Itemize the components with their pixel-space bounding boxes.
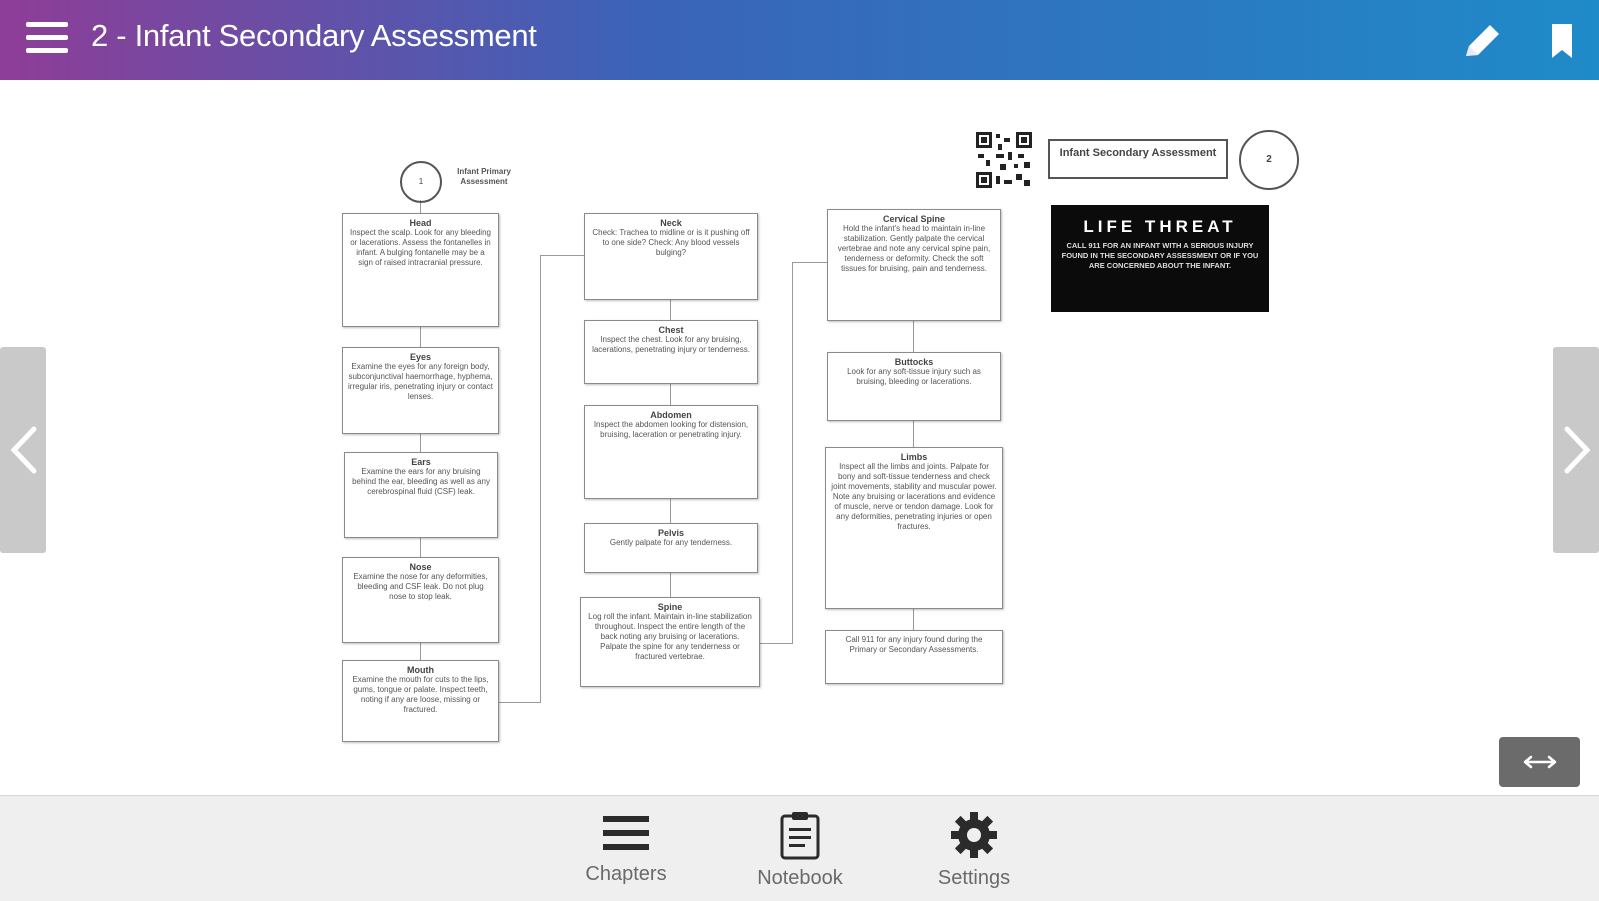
start-step-circle: 1 <box>400 161 442 203</box>
life-threat-text: CALL 911 FOR AN INFANT WITH A SERIOUS INJURY FOUND IN THE SECONDARY ASSESSMENT OR IF YOU ARE CONCERNED ABOUT THE INFANT. <box>1061 241 1259 270</box>
tab-notebook[interactable] <box>730 796 870 901</box>
step-head: Head Inspect the scalp. Look for any bleeding or lacerations. Assess the fontanelles in infant. A bulging fontanelle may be a sign of raised intracranial pressure. <box>342 213 499 327</box>
chevron-left-icon <box>6 425 40 475</box>
step-spine: Spine Log roll the infant. Maintain in-line stabilization throughout. Inspect the entire length of the back noting any bruising or lacerations. Palpate the spine for any tenderness or fractured vertebrae. <box>580 597 760 687</box>
previous-page-button[interactable] <box>0 347 46 553</box>
life-threat-title: LIFE THREAT <box>1083 217 1237 236</box>
gear-icon <box>949 810 999 860</box>
step-nose: Nose Examine the nose for any deformities, bleeding and CSF leak. Do not plug nose to stop leak. <box>342 557 499 643</box>
start-step-label: Infant Primary Assessment <box>457 167 511 186</box>
step-neck: Neck Check: Trachea to midline or is it pushing off to one side? Check: Any blood vessels bulging? <box>584 213 758 300</box>
fit-width-button[interactable] <box>1499 737 1580 787</box>
step-limbs: Limbs Inspect all the limbs and joints. Palpate for bony and soft-tissue tenderness and check joint movements, stability and muscular power. Note any bruising or lacerations and evidence of muscle, nerve or tendon damage. Look for any deformities, penetrating injuries or open fractures. <box>825 447 1003 609</box>
step-eyes: Eyes Examine the eyes for any foreign body, subconjunctival haemorrhage, hyphema, irregular iris, penetrating injury or contact lenses. <box>342 347 499 434</box>
tab-chapters[interactable] <box>556 796 696 901</box>
diagram-title-box: Infant Secondary Assessment <box>1048 139 1228 179</box>
tab-notebook-label: Notebook <box>757 867 843 889</box>
life-threat-panel <box>1051 205 1269 312</box>
step-mouth: Mouth Examine the mouth for cuts to the lips, gums, tongue or palate. Inspect teeth, noting if any are loose, missing or fractured. <box>342 660 499 742</box>
step-abdomen: Abdomen Inspect the abdomen looking for distension, bruising, laceration or penetrating injury. <box>584 405 758 499</box>
next-page-button[interactable] <box>1553 347 1599 553</box>
page-title: 2 - Infant Secondary Assessment <box>91 18 537 53</box>
list-icon <box>601 810 651 856</box>
step-buttocks: Buttocks Look for any soft-tissue injury such as bruising, bleeding or lacerations. <box>827 352 1001 421</box>
clipboard-icon <box>778 810 822 860</box>
step-cervical-spine: Cervical Spine Hold the infant's head to maintain in-line stabilization. Gently palpate the cervical vertebrae and note any cervical spine pain, tenderness or deformity. Check the soft tissues for bruising, pain and tenderness. <box>827 209 1001 321</box>
step-ears: Ears Examine the ears for any bruising behind the ear, bleeding as well as any cerebrospinal fluid (CSF) leak. <box>344 452 498 538</box>
bottom-nav <box>0 795 1599 901</box>
step-call-911: Call 911 for any injury found during the Primary or Secondary Assessments. <box>825 630 1003 684</box>
horizontal-arrows-icon <box>1523 755 1557 769</box>
tab-settings[interactable] <box>904 796 1044 901</box>
page-number-circle: 2 <box>1239 130 1299 190</box>
qr-code-icon <box>974 130 1034 190</box>
tab-settings-label: Settings <box>937 867 1011 889</box>
chevron-right-icon <box>1559 425 1593 475</box>
step-chest: Chest Inspect the chest. Look for any bruising, lacerations, penetrating injury or tenderness. <box>584 320 758 384</box>
tab-chapters-label: Chapters <box>585 863 667 885</box>
step-pelvis: Pelvis Gently palpate for any tenderness. <box>584 523 758 573</box>
